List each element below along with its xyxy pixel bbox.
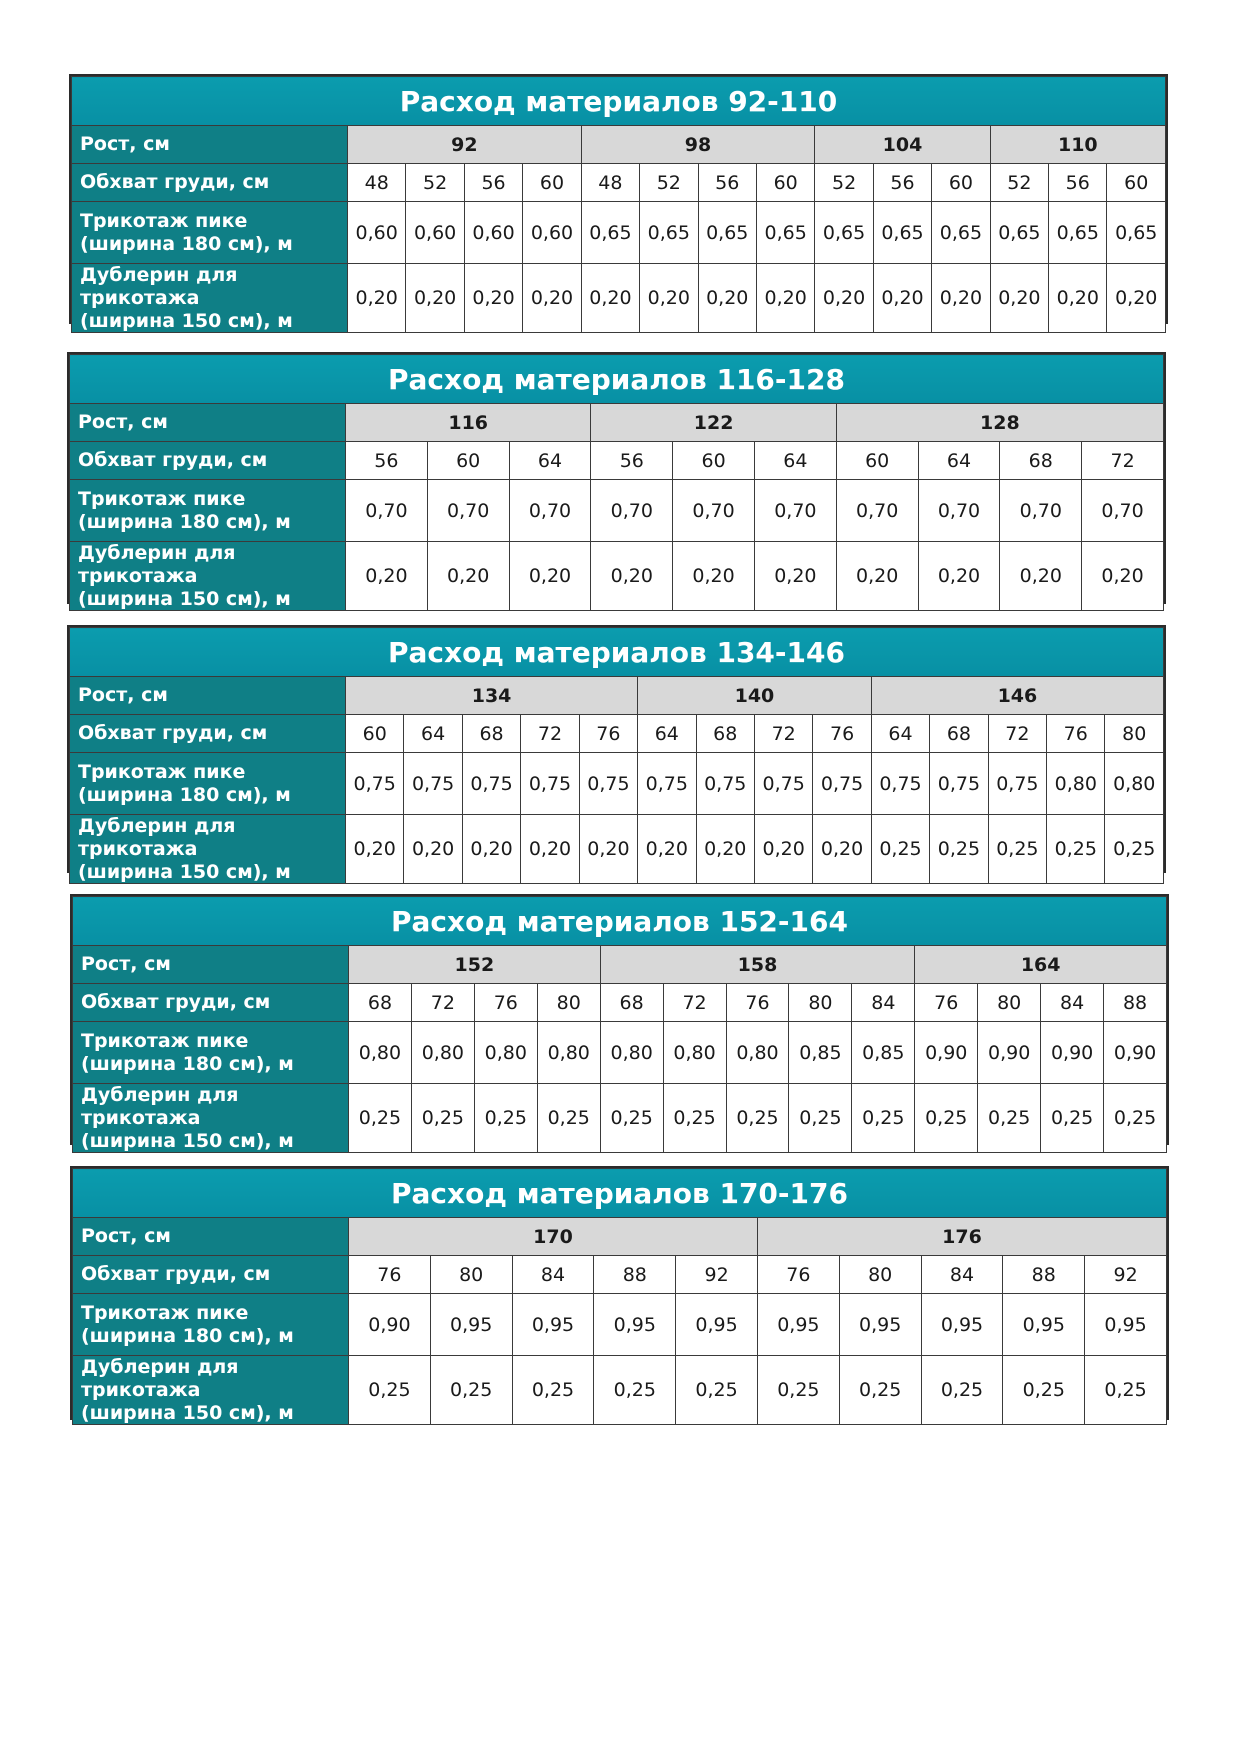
row-label: Дублерин для трикотажа (ширина 150 см), м (70, 815, 346, 884)
fabric-value: 0,75 (871, 753, 929, 815)
interlining-value: 0,25 (930, 815, 988, 884)
fabric-value: 0,70 (427, 480, 509, 542)
fabric-value: 0,70 (673, 480, 755, 542)
fabric-value: 0,70 (346, 480, 428, 542)
chest-value: 48 (581, 164, 639, 202)
fabric-value: 0,80 (537, 1022, 600, 1084)
fabric-value: 0,80 (1105, 753, 1164, 815)
table-title: Расход материалов 134-146 (70, 628, 1164, 677)
height-row (73, 946, 1167, 984)
fabric-value: 0,95 (430, 1294, 512, 1356)
fabric-value: 0,65 (640, 202, 698, 264)
fabric-row (73, 1022, 1167, 1084)
interlining-value: 0,25 (663, 1084, 726, 1153)
fabric-value: 0,80 (349, 1022, 412, 1084)
chest-value: 56 (698, 164, 756, 202)
interlining-value: 0,25 (349, 1084, 412, 1153)
chest-value: 60 (673, 442, 755, 480)
fabric-row (72, 202, 1166, 264)
fabric-value: 0,65 (698, 202, 756, 264)
chest-value: 60 (1107, 164, 1166, 202)
interlining-value: 0,20 (813, 815, 871, 884)
interlining-value: 0,25 (1085, 1356, 1167, 1425)
interlining-value: 0,20 (406, 264, 464, 333)
row-label: Трикотаж пике (ширина 180 см), м (70, 753, 346, 815)
height-value: 146 (871, 677, 1163, 715)
fabric-value: 0,80 (726, 1022, 789, 1084)
row-label: Обхват груди, см (70, 715, 346, 753)
chest-value: 64 (404, 715, 462, 753)
fabric-value: 0,80 (663, 1022, 726, 1084)
interlining-value: 0,25 (430, 1356, 512, 1425)
chest-value: 56 (464, 164, 522, 202)
chest-value: 72 (1082, 442, 1164, 480)
chest-value: 68 (1000, 442, 1082, 480)
chest-value: 80 (537, 984, 600, 1022)
chest-value: 84 (921, 1256, 1003, 1294)
height-value: 158 (600, 946, 915, 984)
chest-value: 80 (430, 1256, 512, 1294)
fabric-value: 0,70 (1000, 480, 1082, 542)
interlining-value: 0,25 (921, 1356, 1003, 1425)
chest-value: 56 (591, 442, 673, 480)
title-row (70, 355, 1164, 404)
interlining-value: 0,25 (411, 1084, 474, 1153)
chest-row (72, 164, 1166, 202)
fabric-value: 0,65 (990, 202, 1048, 264)
fabric-value: 0,70 (1082, 480, 1164, 542)
chest-value: 68 (696, 715, 754, 753)
row-label: Обхват груди, см (70, 442, 346, 480)
fabric-value: 0,95 (594, 1294, 676, 1356)
chest-value: 60 (346, 715, 404, 753)
interlining-value: 0,20 (873, 264, 931, 333)
interlining-value: 0,25 (512, 1356, 594, 1425)
interlining-value: 0,20 (404, 815, 462, 884)
interlining-value: 0,20 (756, 264, 814, 333)
chest-value: 64 (754, 442, 836, 480)
interlining-value: 0,25 (349, 1356, 431, 1425)
interlining-value: 0,20 (462, 815, 520, 884)
interlining-value: 0,20 (836, 542, 918, 611)
row-label: Рост, см (70, 677, 346, 715)
fabric-value: 0,90 (915, 1022, 978, 1084)
chest-value: 72 (521, 715, 579, 753)
interlining-value: 0,25 (1104, 1084, 1167, 1153)
chest-value: 76 (813, 715, 871, 753)
fabric-value: 0,85 (789, 1022, 852, 1084)
interlining-value: 0,25 (537, 1084, 600, 1153)
interlining-value: 0,25 (871, 815, 929, 884)
chest-row (70, 442, 1164, 480)
fabric-value: 0,70 (836, 480, 918, 542)
interlining-value: 0,25 (1047, 815, 1105, 884)
table-title: Расход материалов 152-164 (73, 897, 1167, 946)
fabric-value: 0,85 (852, 1022, 915, 1084)
fabric-value: 0,75 (462, 753, 520, 815)
chest-row (73, 984, 1167, 1022)
height-value: 164 (915, 946, 1167, 984)
chest-value: 84 (852, 984, 915, 1022)
chest-value: 60 (756, 164, 814, 202)
chest-value: 56 (1049, 164, 1107, 202)
table-152-164 (70, 894, 1169, 1152)
interlining-value: 0,20 (990, 264, 1048, 333)
fabric-value: 0,65 (581, 202, 639, 264)
interlining-value: 0,20 (523, 264, 581, 333)
fabric-value: 0,75 (930, 753, 988, 815)
chest-value: 48 (348, 164, 406, 202)
row-label: Трикотаж пике (ширина 180 см), м (73, 1022, 349, 1084)
chest-value: 68 (930, 715, 988, 753)
chest-value: 72 (988, 715, 1046, 753)
title-row (73, 897, 1167, 946)
fabric-value: 0,60 (348, 202, 406, 264)
fabric-value: 0,80 (600, 1022, 663, 1084)
interlining-value: 0,20 (1000, 542, 1082, 611)
fabric-value: 0,80 (411, 1022, 474, 1084)
height-row (70, 677, 1164, 715)
interlining-value: 0,20 (581, 264, 639, 333)
interlining-value: 0,20 (1107, 264, 1166, 333)
chest-row (70, 715, 1164, 753)
fabric-value: 0,65 (756, 202, 814, 264)
interlining-value: 0,20 (918, 542, 1000, 611)
row-label: Обхват груди, см (73, 1256, 349, 1294)
chest-value: 72 (663, 984, 726, 1022)
chest-value: 52 (406, 164, 464, 202)
chest-value: 52 (990, 164, 1048, 202)
interlining-value: 0,25 (474, 1084, 537, 1153)
fabric-value: 0,95 (757, 1294, 839, 1356)
row-label: Дублерин для трикотажа (ширина 150 см), м (73, 1356, 349, 1425)
chest-value: 88 (594, 1256, 676, 1294)
height-value: 140 (638, 677, 872, 715)
fabric-value: 0,90 (1104, 1022, 1167, 1084)
fabric-value: 0,75 (638, 753, 696, 815)
chest-row (73, 1256, 1167, 1294)
fabric-value: 0,95 (676, 1294, 758, 1356)
row-label: Рост, см (70, 404, 346, 442)
chest-value: 56 (873, 164, 931, 202)
fabric-value: 0,95 (839, 1294, 921, 1356)
fabric-value: 0,75 (754, 753, 812, 815)
fabric-value: 0,65 (873, 202, 931, 264)
row-label: Дублерин для трикотажа (ширина 150 см), м (70, 542, 346, 611)
chest-value: 76 (349, 1256, 431, 1294)
interlining-value: 0,25 (1041, 1084, 1104, 1153)
fabric-value: 0,80 (1047, 753, 1105, 815)
interlining-value: 0,20 (815, 264, 873, 333)
fabric-value: 0,90 (978, 1022, 1041, 1084)
fabric-value: 0,65 (1107, 202, 1166, 264)
fabric-row (70, 480, 1164, 542)
interlining-value: 0,20 (464, 264, 522, 333)
fabric-value: 0,95 (1003, 1294, 1085, 1356)
interlining-value: 0,20 (348, 264, 406, 333)
fabric-value: 0,95 (512, 1294, 594, 1356)
chest-value: 64 (638, 715, 696, 753)
chest-value: 88 (1104, 984, 1167, 1022)
chest-value: 76 (915, 984, 978, 1022)
interlining-value: 0,25 (1105, 815, 1164, 884)
chest-value: 80 (1105, 715, 1164, 753)
interlining-value: 0,25 (1003, 1356, 1085, 1425)
table-92-110 (69, 74, 1168, 332)
interlining-value: 0,20 (1082, 542, 1164, 611)
row-label: Дублерин для трикотажа (ширина 150 см), м (72, 264, 348, 333)
row-label: Рост, см (73, 1218, 349, 1256)
interlining-value: 0,25 (915, 1084, 978, 1153)
interlining-value: 0,20 (521, 815, 579, 884)
chest-value: 76 (757, 1256, 839, 1294)
interlining-value: 0,20 (346, 815, 404, 884)
interlining-value: 0,20 (754, 542, 836, 611)
row-label: Дублерин для трикотажа (ширина 150 см), м (73, 1084, 349, 1153)
fabric-value: 0,60 (523, 202, 581, 264)
interlining-value: 0,20 (754, 815, 812, 884)
row-label: Обхват груди, см (73, 984, 349, 1022)
interlining-value: 0,20 (932, 264, 990, 333)
interlining-row (73, 1084, 1167, 1153)
chest-value: 72 (411, 984, 474, 1022)
table-116-128 (67, 352, 1166, 610)
interlining-value: 0,25 (594, 1356, 676, 1425)
interlining-value: 0,20 (1049, 264, 1107, 333)
height-row (70, 404, 1164, 442)
title-row (72, 77, 1166, 126)
fabric-value: 0,75 (813, 753, 871, 815)
chest-value: 84 (512, 1256, 594, 1294)
fabric-value: 0,70 (509, 480, 591, 542)
chest-value: 88 (1003, 1256, 1085, 1294)
chest-value: 64 (871, 715, 929, 753)
interlining-value: 0,20 (698, 264, 756, 333)
fabric-value: 0,60 (406, 202, 464, 264)
chest-value: 60 (836, 442, 918, 480)
interlining-value: 0,20 (591, 542, 673, 611)
chest-value: 92 (676, 1256, 758, 1294)
interlining-value: 0,20 (346, 542, 428, 611)
chest-value: 76 (474, 984, 537, 1022)
interlining-row (70, 542, 1164, 611)
row-label: Трикотаж пике (ширина 180 см), м (72, 202, 348, 264)
interlining-value: 0,20 (427, 542, 509, 611)
height-value: 122 (591, 404, 836, 442)
interlining-value: 0,25 (978, 1084, 1041, 1153)
interlining-value: 0,25 (852, 1084, 915, 1153)
table-title: Расход материалов 92-110 (72, 77, 1166, 126)
chest-value: 56 (346, 442, 428, 480)
chest-value: 52 (640, 164, 698, 202)
chest-value: 60 (932, 164, 990, 202)
chest-value: 80 (789, 984, 852, 1022)
fabric-row (73, 1294, 1167, 1356)
row-label: Трикотаж пике (ширина 180 см), м (73, 1294, 349, 1356)
interlining-value: 0,20 (579, 815, 637, 884)
interlining-value: 0,20 (640, 264, 698, 333)
fabric-value: 0,75 (579, 753, 637, 815)
interlining-value: 0,25 (726, 1084, 789, 1153)
title-row (73, 1169, 1167, 1218)
fabric-value: 0,75 (346, 753, 404, 815)
chest-value: 76 (579, 715, 637, 753)
fabric-value: 0,70 (591, 480, 673, 542)
interlining-value: 0,20 (696, 815, 754, 884)
height-value: 170 (349, 1218, 758, 1256)
height-value: 134 (346, 677, 638, 715)
interlining-value: 0,25 (789, 1084, 852, 1153)
height-value: 128 (836, 404, 1163, 442)
chest-value: 64 (918, 442, 1000, 480)
height-row (72, 126, 1166, 164)
chest-value: 68 (349, 984, 412, 1022)
interlining-value: 0,25 (988, 815, 1046, 884)
fabric-value: 0,65 (932, 202, 990, 264)
height-value: 110 (990, 126, 1165, 164)
fabric-value: 0,75 (696, 753, 754, 815)
fabric-value: 0,70 (918, 480, 1000, 542)
height-value: 176 (757, 1218, 1166, 1256)
fabric-value: 0,65 (815, 202, 873, 264)
interlining-value: 0,25 (839, 1356, 921, 1425)
fabric-value: 0,95 (921, 1294, 1003, 1356)
fabric-value: 0,75 (404, 753, 462, 815)
height-value: 104 (815, 126, 990, 164)
fabric-value: 0,75 (521, 753, 579, 815)
table-title: Расход материалов 170-176 (73, 1169, 1167, 1218)
chest-value: 52 (815, 164, 873, 202)
height-row (73, 1218, 1167, 1256)
table-170-176 (70, 1166, 1169, 1424)
height-value: 116 (346, 404, 591, 442)
fabric-value: 0,90 (1041, 1022, 1104, 1084)
title-row (70, 628, 1164, 677)
fabric-value: 0,70 (754, 480, 836, 542)
interlining-value: 0,20 (509, 542, 591, 611)
chest-value: 68 (462, 715, 520, 753)
table-title: Расход материалов 116-128 (70, 355, 1164, 404)
chest-value: 76 (1047, 715, 1105, 753)
chest-value: 80 (839, 1256, 921, 1294)
chest-value: 64 (509, 442, 591, 480)
fabric-value: 0,65 (1049, 202, 1107, 264)
fabric-value: 0,95 (1085, 1294, 1167, 1356)
row-label: Рост, см (73, 946, 349, 984)
height-value: 92 (348, 126, 582, 164)
height-value: 98 (581, 126, 815, 164)
row-label: Трикотаж пике (ширина 180 см), м (70, 480, 346, 542)
interlining-row (70, 815, 1164, 884)
interlining-row (73, 1356, 1167, 1425)
height-value: 152 (349, 946, 601, 984)
table-134-146 (67, 625, 1166, 883)
chest-value: 80 (978, 984, 1041, 1022)
chest-value: 60 (523, 164, 581, 202)
row-label: Рост, см (72, 126, 348, 164)
fabric-row (70, 753, 1164, 815)
row-label: Обхват груди, см (72, 164, 348, 202)
fabric-value: 0,75 (988, 753, 1046, 815)
interlining-value: 0,25 (600, 1084, 663, 1153)
interlining-row (72, 264, 1166, 333)
chest-value: 60 (427, 442, 509, 480)
fabric-value: 0,60 (464, 202, 522, 264)
fabric-value: 0,80 (474, 1022, 537, 1084)
chest-value: 72 (754, 715, 812, 753)
chest-value: 68 (600, 984, 663, 1022)
interlining-value: 0,20 (638, 815, 696, 884)
interlining-value: 0,25 (757, 1356, 839, 1425)
fabric-value: 0,90 (349, 1294, 431, 1356)
interlining-value: 0,20 (673, 542, 755, 611)
chest-value: 92 (1085, 1256, 1167, 1294)
chest-value: 84 (1041, 984, 1104, 1022)
interlining-value: 0,25 (676, 1356, 758, 1425)
chest-value: 76 (726, 984, 789, 1022)
